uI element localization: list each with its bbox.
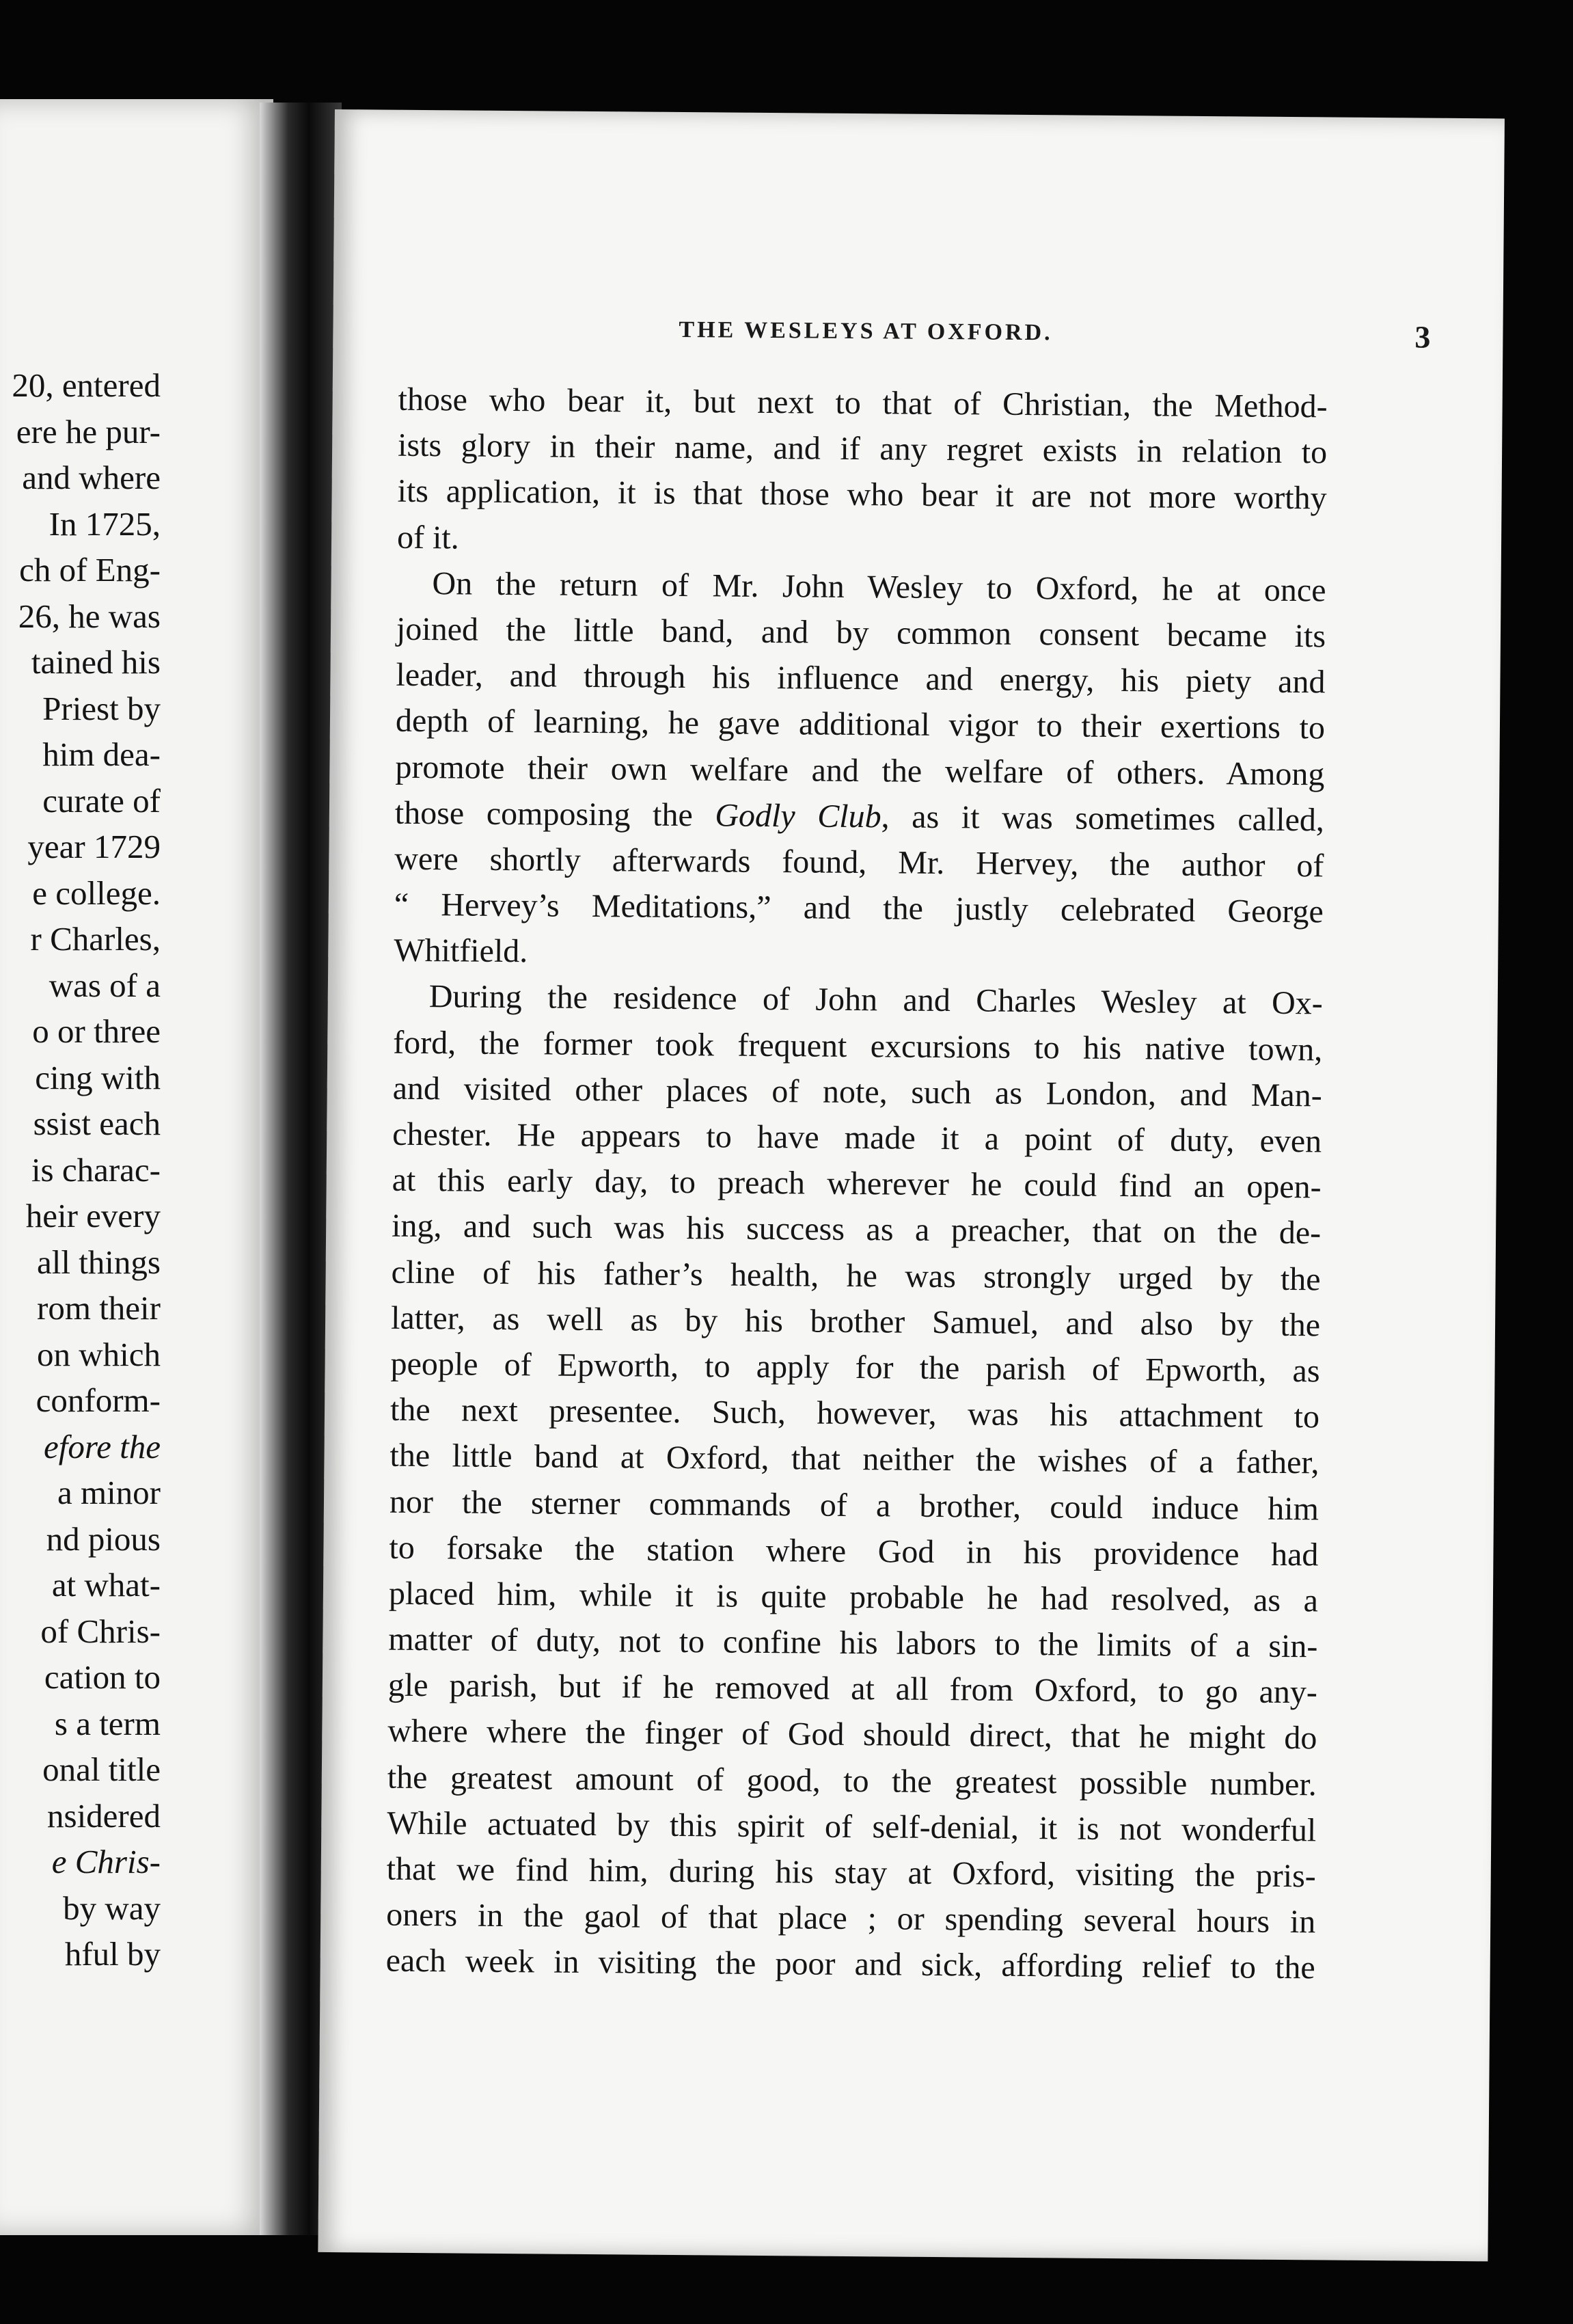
text-line: While actuated by this spirit of self-denial, it is not wonderful [387, 1805, 1317, 1849]
text-line: the greatest amount of good, to the greatest possible number. [387, 1759, 1317, 1802]
text-line: Whitfield. [394, 932, 528, 970]
text-line: “ Hervey’s Meditations,” and the justly celebrated George [394, 886, 1324, 930]
text-line: the next presentee. Such, however, was his attachment to [389, 1391, 1320, 1435]
left-page-line: rom their [37, 1289, 161, 1327]
text-line: at this early day, to preach wherever he could find an open- [392, 1161, 1322, 1206]
text-line [395, 789, 1324, 843]
left-page-line: all things [36, 1243, 161, 1281]
left-page-line: ere he pur- [16, 412, 161, 450]
italic-title: Godly Club [715, 797, 881, 835]
left-page-line: year 1729 [27, 828, 161, 865]
text-line: placed him, while it is quite probable he had resolved, as a [388, 1575, 1319, 1619]
body-text [385, 377, 1327, 1991]
left-page-line: and where [22, 459, 161, 496]
text-line: that we find him, during his stay at Oxford, visiting the pris- [386, 1850, 1316, 1895]
left-page-line: of Chris- [40, 1612, 161, 1650]
right-page [318, 109, 1505, 2261]
text-line: those who bear it, but next to that of Christian, the Method- [398, 381, 1328, 425]
text-line: and visited other places of note, such as London, and Man- [392, 1070, 1322, 1114]
text-line: promote their own welfare and the welfare of others. Among [395, 748, 1325, 792]
left-page-line: hful by [64, 1935, 161, 1973]
text-line: matter of duty, not to confine his labors to the limits of a sin- [388, 1621, 1318, 1665]
left-page-line: on which [37, 1335, 161, 1373]
text-line: leader, and through his influence and energy, his piety and [396, 656, 1326, 701]
left-page-line: ssist each [33, 1105, 161, 1142]
text-line: ford, the former took frequent excursions to his native town, [393, 1024, 1323, 1068]
left-page-line: tained his [31, 643, 161, 681]
left-page-line: e college. [32, 874, 161, 912]
text-line: were shortly afterwards found, Mr. Hervey, the author of [394, 840, 1324, 884]
left-page-line: e Chris- [51, 1843, 161, 1880]
text-line: people of Epworth, to apply for the parish of Epworth, as [390, 1345, 1320, 1390]
text-line: joined the little band, and by common consent became its [396, 610, 1326, 655]
left-page-line: nsidered [47, 1796, 161, 1835]
left-page-line: cation to [44, 1658, 161, 1696]
text-line: each week in visiting the poor and sick, affording relief to the [385, 1943, 1315, 1986]
left-page-line: by way [63, 1889, 161, 1927]
left-page-line: a minor [57, 1474, 161, 1511]
text-line: depth of learning, he gave additional vigor to their exertions to [395, 703, 1326, 746]
left-page-line: was of a [49, 966, 161, 1004]
left-page-line: curate of [42, 781, 161, 820]
left-page-line: heir every [25, 1197, 161, 1234]
text-line: to forsake the station where God in his providence had [389, 1529, 1319, 1573]
left-page-line: r Charles, [30, 920, 161, 958]
text-line: During the residence of John and Charles Wesley at Ox- [428, 978, 1323, 1022]
text-line-segment: , as it was sometimes called, [881, 798, 1325, 839]
left-page-line: s a term [54, 1704, 161, 1742]
left-page-line: nd pious [46, 1519, 161, 1558]
left-page-line: 20, entered [12, 366, 161, 404]
left-page-line: ch of Eng- [19, 551, 161, 589]
text-line: nor the sterner commands of a brother, could induce him [389, 1483, 1319, 1527]
left-page-text [0, 362, 161, 1977]
text-line: gle parish, but if he removed at all from Oxford, to go any- [387, 1666, 1318, 1711]
text-line: ing, and such was his success as a preacher, that on the de- [391, 1208, 1322, 1252]
text-line: chester. He appears to have made it a point of duty, even [392, 1116, 1322, 1160]
text-line: oners in the gaol of that place ; or spending several hours in [386, 1896, 1316, 1941]
text-line: ists glory in their name, and if any regret exists in relation to [397, 427, 1328, 471]
page-header [679, 317, 1430, 364]
left-page-line: onal title [42, 1751, 161, 1788]
page-number: 3 [1414, 319, 1431, 355]
left-page-line: at what- [51, 1566, 161, 1604]
text-line: the little band at Oxford, that neither the wishes of a father, [389, 1437, 1319, 1481]
text-line-segment: those composing the [394, 794, 715, 834]
left-page-line: is charac- [31, 1150, 161, 1189]
text-line: latter, as well as by his brother Samuel, and also by the [390, 1299, 1321, 1344]
left-page-line: him dea- [42, 735, 161, 773]
left-facing-page [0, 99, 273, 2235]
left-page-line: Priest by [42, 689, 161, 727]
left-page-line: conform- [36, 1381, 161, 1419]
running-head: THE WESLEYS AT OXFORD. [679, 316, 1053, 346]
left-page-line: efore the [44, 1427, 161, 1465]
left-page-line: o or three [32, 1012, 161, 1050]
text-line: where where the finger of God should direct, that he might do [387, 1713, 1317, 1757]
left-page-line: In 1725, [49, 504, 161, 543]
left-page-line: cing with [35, 1058, 161, 1096]
text-line: cline of his father’s health, he was strongly urged by the [391, 1254, 1321, 1297]
text-line: its application, it is that those who bear it are not more worthy [397, 473, 1327, 517]
text-line: On the return of Mr. John Wesley to Oxford, he at once [432, 565, 1326, 609]
text-line: of it. [396, 519, 459, 556]
left-page-line: 26, he was [18, 597, 161, 635]
